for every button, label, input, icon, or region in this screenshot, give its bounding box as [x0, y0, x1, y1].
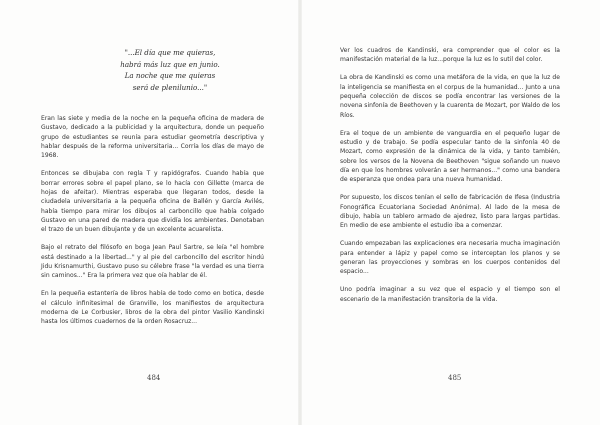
paragraph: En la pequeña estantería de libros había de todo como en botica, desde el cálculo infinitesimal de Granville, los manifiestos de arquitectura moderna de Le Corbusier, libros de la obra del pintor Vasilio Kandinski hasta los últimos cuadernos de la orden Rosacruz... — [41, 290, 264, 326]
page-number: 485 — [448, 374, 462, 382]
epigraph-line: La noche que me quieras — [124, 71, 216, 81]
paragraph: Era el toque de un ambiente de vanguardia en el pequeño lugar de estudio y de trabajo. Se podía especular tanto de la sinfonía 40 de Mozart, como expresión de la dinámica de la vida, y tanto también, sobre los versos de la Novena de Beethoven "sigue soñando un nuevo día en que los hombres volverán a ser hermanos..." como una bandera de esperanza que ondea para una nueva humanidad. — [340, 129, 560, 184]
paragraph: Ver los cuadros de Kandinski, era comprender que el color es la manifestación material de la luz...porque la luz es lo sutil del color. — [340, 47, 560, 64]
page-number: 484 — [147, 374, 161, 382]
right-body-text — [340, 46, 560, 312]
epigraph-line: habrá más luz que en junio. — [120, 59, 220, 69]
paragraph: Bajo el retrato del filósofo en boga Jean Paul Sartre, se leía "el hombre está destinado a la libertad..." y al pie del carboncillo del escritor hindú Jidu Krisnamurthi, Gustavo puso su célebre frase "la verdad es una tierra sin caminos..." Era la primera vez que oía hablar de él. — [41, 244, 264, 280]
paragraph: Entonces se dibujaba con regla T y rapidógrafos. Cuando había que borrar errores sobre el papel plano, se lo hacía con Gillette (marca de hojas de afeitar). Mientras esperaba que llegaran todos, desde la ciudadela universitaria a la pequeña oficina de Ballén y García Avilés, había tiempo para mirar los dibujos al carboncillo que había colgado Gustavo en una pared de madera que dividía los ambientes. Denotaban el trazo de un buen dibujante y de un excelente acuarelista. — [41, 170, 264, 234]
paragraph: Por supuesto, los discos tenían el sello de fabricación de Ifesa (Industria Fonográfica Ecuatoriana Sociedad Anónima). Al lado de la mesa de dibujo, había un tablero armado de ajedrez, listo para largas partidas. En medio de ese ambiente el estudio iba a comenzar. — [340, 194, 560, 230]
paragraph: Uno podría imaginar a su vez que el espacio y el tiempo son el escenario de la manifestación transitoria de la vida. — [340, 286, 560, 303]
epigraph-line: "...El día que me quieras, — [124, 48, 216, 57]
paragraph: La obra de Kandinski es como una metáfora de la vida, en que la luz de la inteligencia se manifiesta en el corpus de la humanidad... Junto a una pequeña colección de discos se podía encontrar las versiones de la novena sinfonía de Beethoven y la cuarenta de Mozart, por Waldo de los Ríos. — [340, 74, 560, 119]
epigraph — [95, 47, 245, 93]
right-page — [300, 0, 600, 425]
epigraph-line: será de plenilunio..." — [132, 82, 208, 92]
paragraph: Eran las siete y media de la noche en la pequeña oficina de madera de Gustavo, dedicado a la publicidad y la arquitectura, donde un pequeño grupo de estudiantes se reunía para estudiar geometría descriptiva y hablar después de la reforma universitaria... Corría los días de mayo de 1968. — [41, 115, 264, 160]
paragraph: Cuando empezaban las explicaciones era necesaria mucha imaginación para entender a lápiz y papel como se interceptan los planos y se generan las proyecciones y sombras en los cuerpos contenidos del espacio... — [340, 240, 560, 276]
left-body-text — [41, 114, 264, 335]
